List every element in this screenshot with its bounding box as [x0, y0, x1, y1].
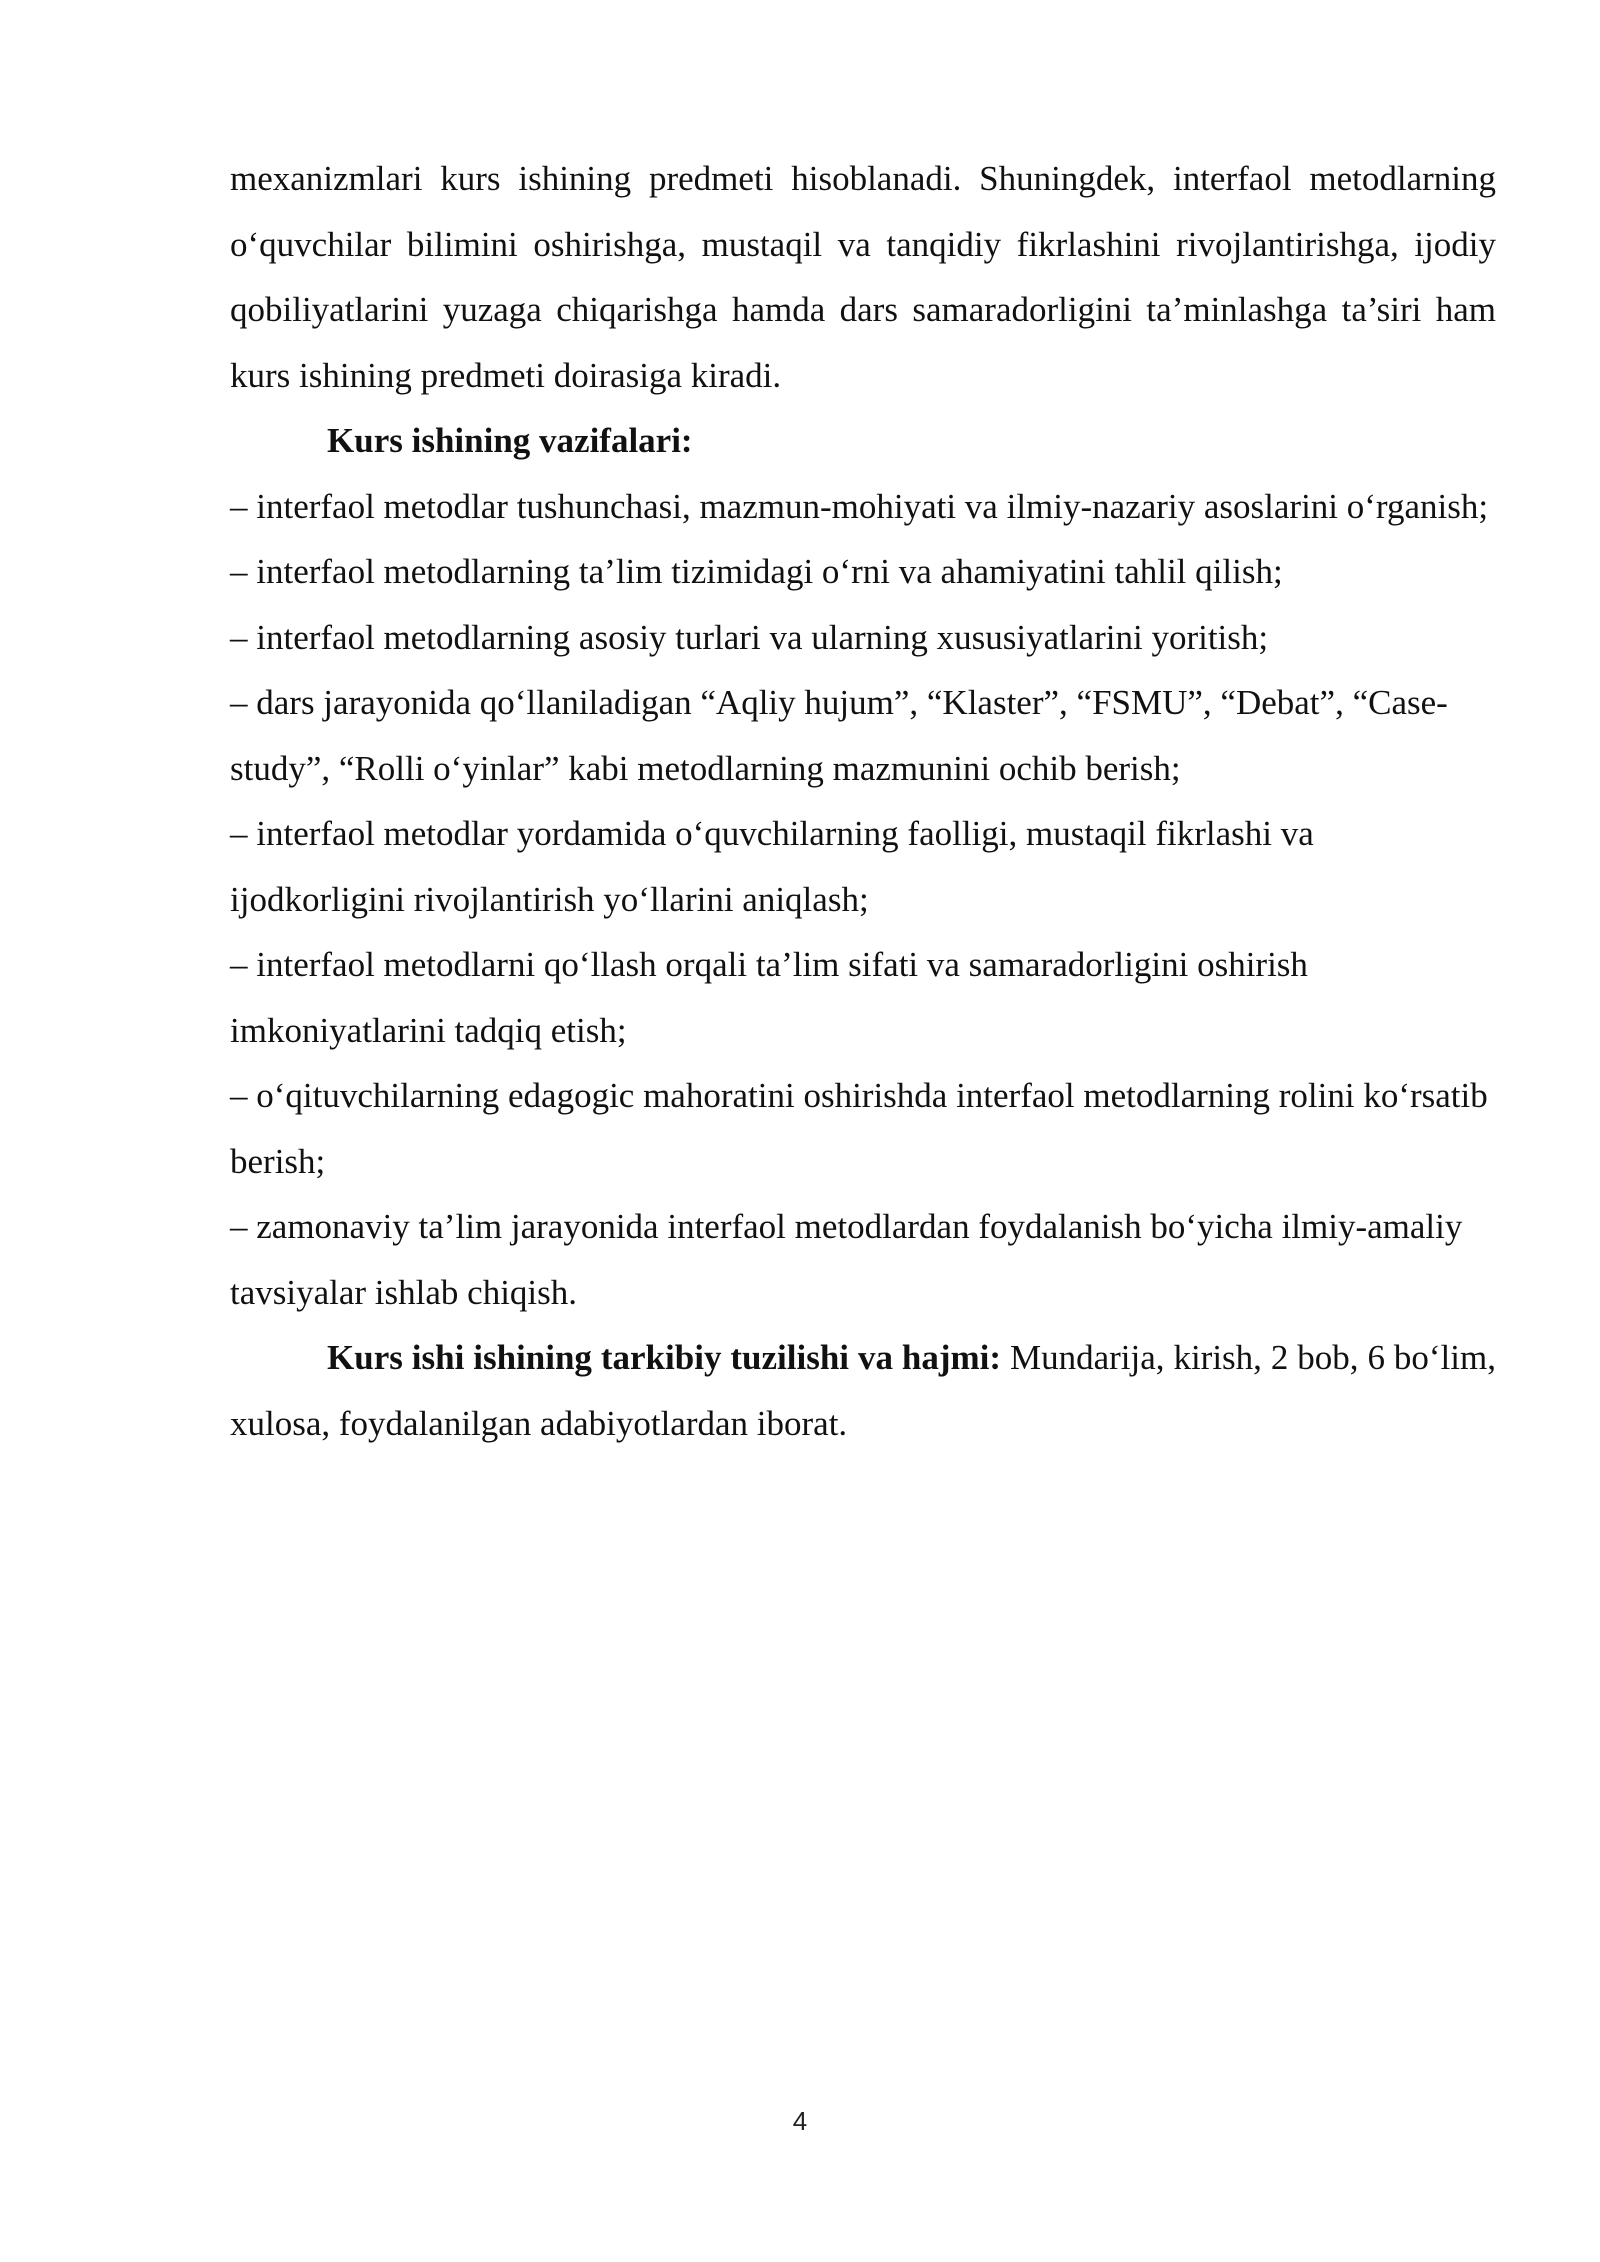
- tasks-list: [230, 474, 1496, 1326]
- task-item: – interfaol metodlar tushunchasi, mazmun-mohiyati va ilmiy-nazariy asoslarini o‘rganish;: [230, 486, 1489, 526]
- page-number: 4: [792, 2106, 808, 2136]
- task-item: – o‘qituvchilarning edagogic mahoratini oshirishda interfaol metodlarning rolini ko‘rsatib berish;: [230, 1076, 1488, 1181]
- tasks-heading: Kurs ishining vazifalari:: [327, 421, 693, 460]
- structure-text: Mundarija, kirish, 2 bob, 6 bo‘lim, xulosa, foydalanilgan adabiyotlardan iborat.: [230, 1338, 1496, 1443]
- task-item: – zamonaviy ta’lim jarayonida interfaol metodlardan foydalanish bo‘yicha ilmiy-amaliy tavsiyalar ishlab chiqish.: [230, 1207, 1463, 1312]
- page-body: [230, 146, 1496, 1456]
- intro-paragraph: mexanizmlari kurs ishining predmeti hisoblanadi. Shuningdek, interfaol metodlarning o‘quvchilar bilimini oshirishga, mustaqil va tanqidiy fikrlashini rivojlantirishga, ijodiy qobiliyatlarini yuzaga chiqarishga hamda dars samaradorligini ta’minlashga ta’siri ham kurs ishining predmeti doirasiga kiradi.: [230, 159, 1496, 395]
- task-item: – interfaol metodlarning ta’lim tizimidagi o‘rni va ahamiyatini tahlil qilish;: [230, 552, 1283, 591]
- task-item: – interfaol metodlar yordamida o‘quvchilarning faolligi, mustaqil fikrlashi va ijodkorligini rivojlantirish yo‘llarini aniqlash;: [230, 814, 1314, 919]
- structure-heading: Kurs ishi ishining tarkibiy tuzilishi va hajmi:: [327, 1338, 1002, 1377]
- task-item: – interfaol metodlarni qo‘llash orqali ta’lim sifati va samaradorligini oshirish imkoniyatlarini tadqiq etish;: [230, 945, 1308, 1050]
- structure-paragraph: [230, 1325, 1496, 1456]
- task-item: – dars jarayonida qo‘llaniladigan “Aqliy hujum”, “Klaster”, “FSMU”, “Debat”, “Case-study”, “Rolli o‘yinlar” kabi metodlarning mazmunini ochib berish;: [230, 683, 1448, 788]
- task-item: – interfaol metodlarning asosiy turlari va ularning xususiyatlarini yoritish;: [230, 617, 1269, 657]
